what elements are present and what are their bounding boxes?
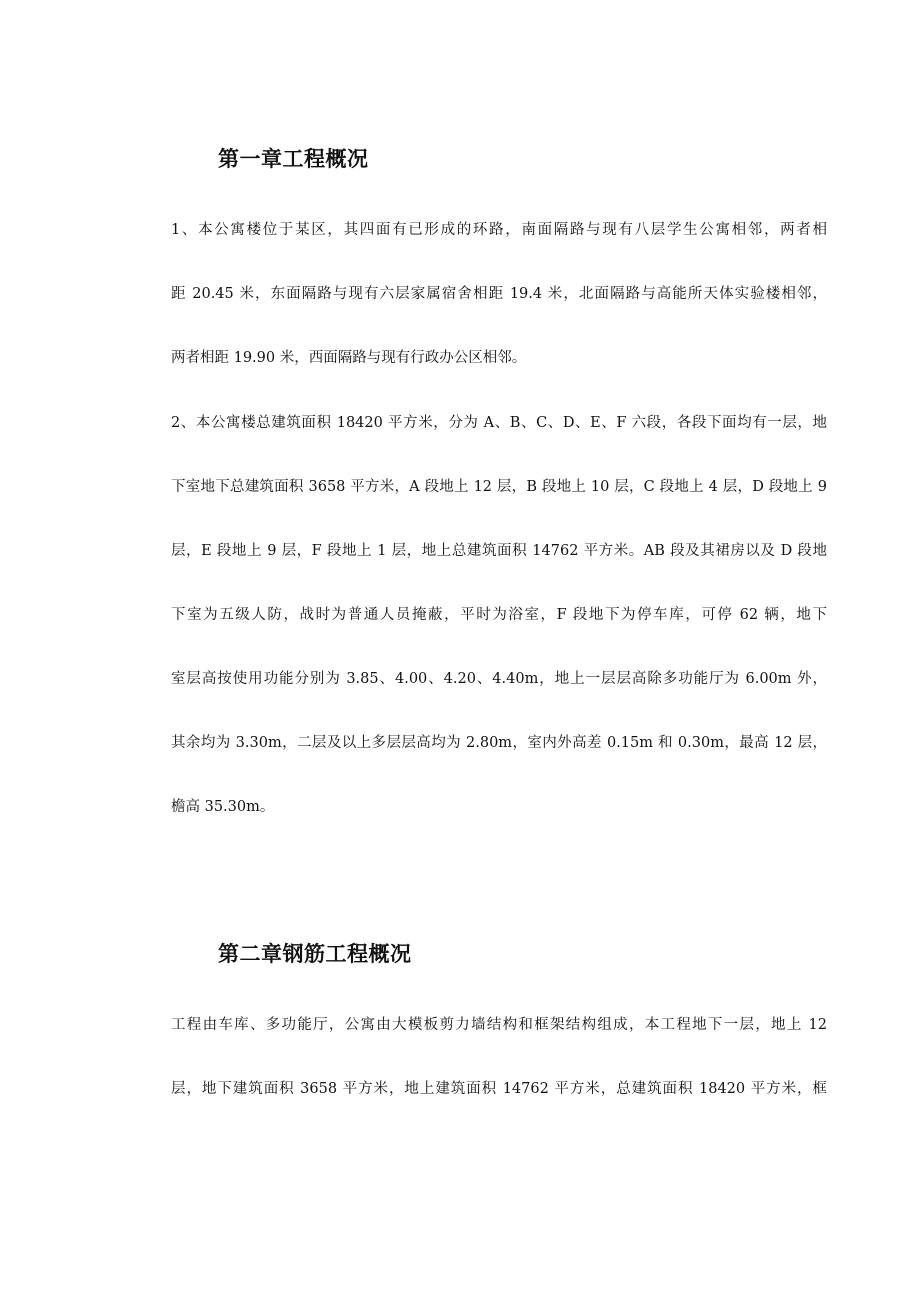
paragraph-line: 2、本公寓楼总建筑面积 18420 平方米，分为 A、B、C、D、E、F 六段，各段下面均有一层，地 [171, 415, 827, 431]
chapter2-paragraph-1 [171, 993, 827, 1121]
paragraph-line: 1、本公寓楼位于某区，其四面有已形成的环路，南面隔路与现有八层学生公寓相邻，两者相 [171, 222, 827, 238]
paragraph-line: 其余均为 3.30m，二层及以上多层层高均为 2.80m，室内外高差 0.15m 和 0.30m，最高 12 层， [171, 735, 827, 751]
paragraph-line: 下室为五级人防，战时为普通人员掩蔽，平时为浴室，F 段地下为停车库，可停 62 辆，地下 [171, 607, 827, 623]
paragraph-line: 层，E 段地上 9 层，F 段地上 1 层，地上总建筑面积 14762 平方米。AB 段及其裙房以及 D 段地 [171, 543, 827, 559]
chapter1-paragraph-2 [171, 391, 827, 839]
paragraph-line: 室层高按使用功能分别为 3.85、4.00、4.20、4.40m，地上一层层高除多功能厅为 6.00m 外， [171, 671, 827, 687]
chapter1-title: 第一章工程概况 [218, 147, 369, 171]
paragraph-line: 层，地下建筑面积 3658 平方米，地上建筑面积 14762 平方米，总建筑面积 18420 平方米，框 [171, 1081, 827, 1097]
paragraph-line: 两者相距 19.90 米，西面隔路与现有行政办公区相邻。 [171, 350, 527, 366]
chapter1-paragraph-1 [171, 198, 827, 390]
paragraph-line: 工程由车库、多功能厅，公寓由大模板剪力墙结构和框架结构组成，本工程地下一层，地上 12 [171, 1017, 827, 1033]
paragraph-line: 檐高 35.30m。 [171, 799, 275, 815]
paragraph-line: 下室地下总建筑面积 3658 平方米，A 段地上 12 层，B 段地上 10 层，C 段地上 4 层，D 段地上 9 [171, 479, 827, 495]
chapter2-title: 第二章钢筋工程概况 [218, 942, 412, 966]
paragraph-line: 距 20.45 米，东面隔路与现有六层家属宿舍相距 19.4 米，北面隔路与高能所天体实验楼相邻， [171, 286, 827, 302]
